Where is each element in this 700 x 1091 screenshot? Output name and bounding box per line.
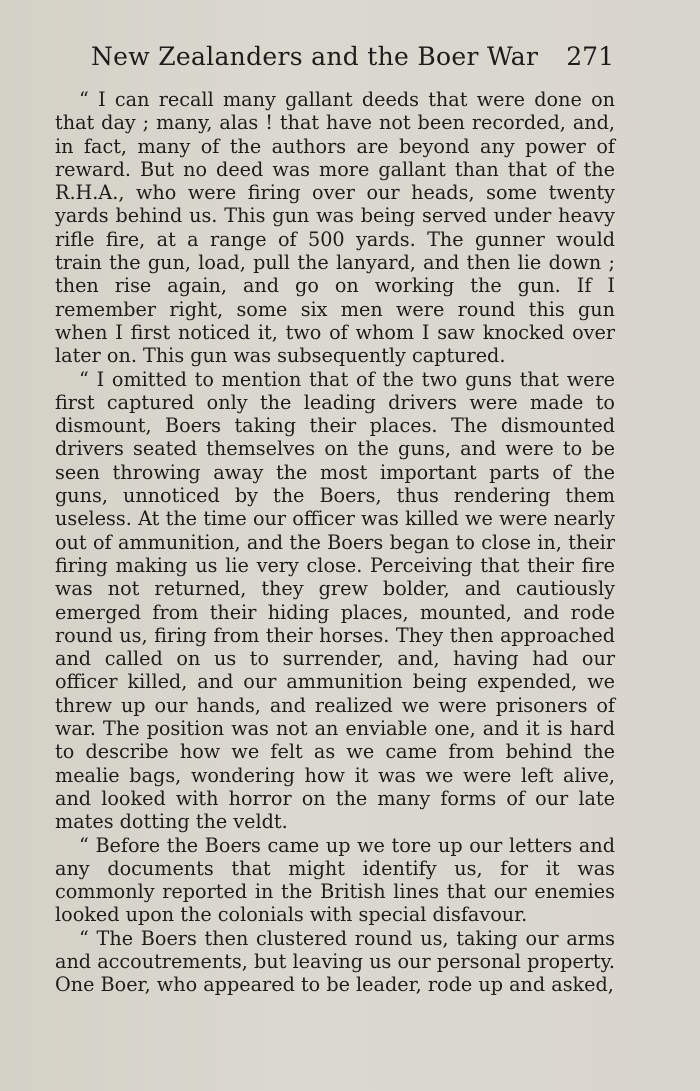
paragraph: “ Before the Boers came up we tore up our letters and any documents that might identify us, for it was commonly reported in the British lines that our enemies looked upon the colonials with special disfavour. (55, 833, 615, 927)
paragraph: “ The Boers then clustered round us, taking our arms and accoutrements, but leaving us our personal property. One Boer, who appeared to be leader, rode up and asked, (55, 926, 615, 997)
paragraph: “ I omitted to mention that of the two guns that were first captured only the leading drivers were made to dismount, Boers taking their places. The dismounted drivers seated themselves on the guns, and were to be seen throwing away the most important parts of the guns, unnoticed by the Boers, thus rendering them useless. At the time our officer was killed we were nearly out of ammunition, and the Boers began to close in, their firing making us lie very close. Perceiving that their fire was not returned, they grew bolder, and cautiously emerged from their hiding places, mounted, and rode round us, firing from their horses. They then approached and called on us to surrender, and, having had our officer killed, and our ammunition being expended, we threw up our hands, and realized we were prisoners of war. The position was not an enviable one, and it is hard to describe how we felt as we came from behind the mealie bags, wondering how it was we were left alive, and looked with horror on the many forms of our late mates dotting the veldt. (55, 367, 615, 834)
page-header (0, 42, 700, 76)
paragraph: “ I can recall many gallant deeds that were done on that day ; many, alas ! that have not been recorded, and, in fact, many of the authors are beyond any power of reward. But no deed was more gallant than that of the R.H.A., who were firing over our heads, some twenty yards behind us. This gun was being served under heavy rifle fire, at a range of 500 yards. The gunner would train the gun, load, pull the lanyard, and then lie down ; then rise again, and go on working the gun. If I remember right, some six men were round this gun when I first noticed it, two of whom I saw knocked over later on. This gun was subsequently captured. (55, 88, 615, 368)
running-title: New Zealanders and the Boer War (91, 42, 539, 71)
body-text (55, 88, 615, 997)
page-number: 271 (566, 42, 614, 71)
